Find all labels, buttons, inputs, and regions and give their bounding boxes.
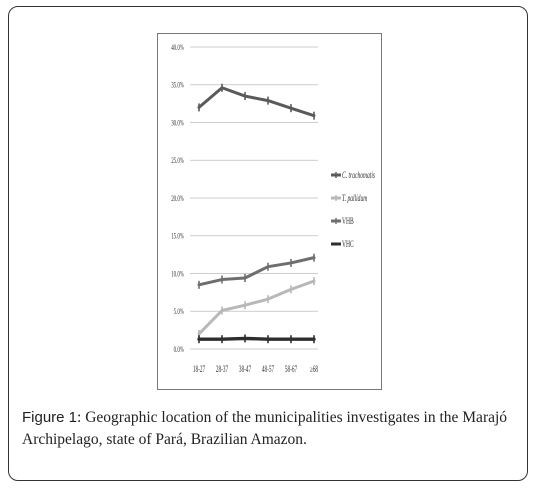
y-tick-label: 30.0%	[171, 119, 184, 128]
series-line	[199, 258, 314, 285]
y-tick-label: 10.0%	[171, 270, 184, 279]
x-tick-label: 58-67	[284, 363, 298, 375]
legend-label: T. pallidum	[341, 192, 368, 204]
legend	[331, 170, 375, 250]
y-tick-label: 25.0%	[171, 157, 184, 166]
series-line	[199, 281, 314, 334]
y-tick-label: 0.0%	[173, 345, 184, 355]
y-tick-label: 5.0%	[173, 308, 184, 317]
caption-text: : Geographic location of the municipalities investigates in the Marajó Archipelago, state of Pará, Brazilian Amazon.	[22, 409, 508, 448]
caption-label: Figure 1	[22, 409, 78, 426]
y-tick-label: 35.0%	[171, 81, 184, 91]
y-tick-label: 20.0%	[171, 194, 184, 204]
series-line	[199, 338, 314, 339]
x-tick-label: ≥68	[309, 363, 319, 375]
y-axis-ticks	[171, 44, 184, 354]
x-axis-ticks	[193, 363, 318, 374]
legend-label: VHB	[341, 215, 354, 227]
x-tick-label: 18-27	[192, 363, 206, 375]
x-tick-label: 38-47	[238, 363, 252, 375]
figure-caption	[22, 407, 522, 451]
series-line	[199, 88, 314, 116]
x-tick-label: 28-37	[215, 363, 229, 375]
legend-label: VHC	[341, 238, 354, 250]
y-tick-label: 40.0%	[171, 43, 184, 53]
x-tick-label: 48-57	[261, 363, 275, 375]
y-tick-label: 15.0%	[171, 232, 184, 242]
legend-label: C. trachomatis	[341, 169, 376, 181]
